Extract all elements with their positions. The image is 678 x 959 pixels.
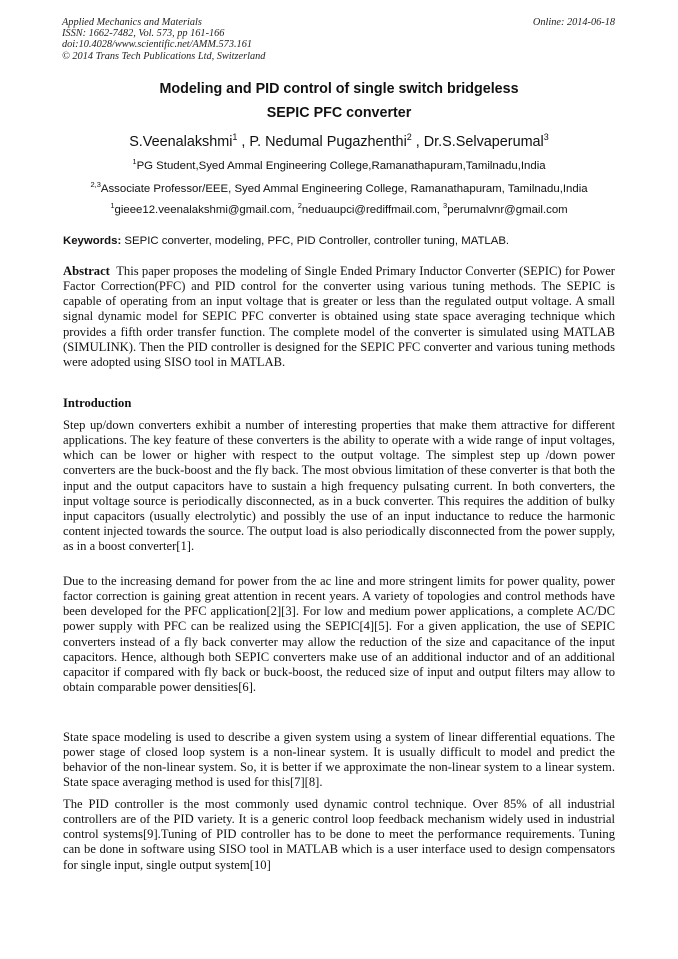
paper-title-line-2: SEPIC PFC converter <box>266 105 412 121</box>
intro-paragraph: Step up/down converters exhibit a number of interesting properties that make them attractive for different applications. The key feature of these converters is the ability to operate with a wide range of input voltages, which can be lower or higher with respect to the output voltage. The simplest step up /down power converters are the buck-boost and the fly back. The most obvious limitation of these converter is that both the input and the output capacitors have to sustain a high frequency pulsating current. In both converters, the input voltage source is periodically disconnected, as in a buck converter. This requires the addition of bulky input capacitors (usually electrolytic) and possibly the use of an input inductance to reduce the harmonic content injected towards the source. The output load is also periodically disconnected from the power supply, as in a boost converter[1]. <box>63 418 615 554</box>
affiliation-text: Associate Professor/EEE, Syed Ammal Engineering College, Ramanathapuram, Tamilnadu,India <box>100 183 588 195</box>
author-name: P. Nedumal Pugazhenthi <box>249 134 407 150</box>
email-sup: 3 <box>443 201 448 210</box>
intro-paragraph: State space modeling is used to describe a given system using a system of linear differential equations. The power stage of closed loop system is a non-linear system. It is usually difficult to model and predict the behavior of the non-linear system. So, it is better if we approximate the non-linear system to a linear system. State space averaging method is used for this[7][8]. <box>63 730 615 790</box>
abstract-text: This paper proposes the modeling of Single Ended Primary Inductor Converter (SEPIC) for Power Factor Correction(PFC) and PID control for the converter using various tuning methods. The SEPIC is capable of operating from an input voltage that is greater or less than the regulated output voltage. A small signal dynamic model for SEPIC PFC converter is obtained using state space averaging technique which provides a fifth order transfer function. The complete model of the converter is simulated using MATLAB (SIMULINK). Then the PID controller is designed for the SEPIC PFC converter and various tuning methods were adopted using SISO tool in MATLAB. <box>63 264 615 369</box>
intro-paragraph: The PID controller is the most commonly used dynamic control technique. Over 85% of all industrial controllers are of the PID variety. It is a generic control loop feedback mechanism widely used in industrial control systems[9].Tuning of PID controller has to be done to meet the performance requirements. Tuning can be done in software using SISO tool in MATLAB which is a user interface used to design compensators for single input, single output system[10] <box>63 797 615 872</box>
email-address[interactable]: neduaupci@rediffmail.com <box>301 204 437 216</box>
keywords-line <box>63 234 623 248</box>
issn-line: ISSN: 1662-7482, Vol. 573, pp 161-166 <box>62 28 225 40</box>
author-name: Dr.S.Selvaperumal <box>423 134 544 150</box>
email-line: $^1$gieee12.veenalakshmi@gmail.com, $^2$neduaupci@rediffmail.com, $^3$perumalvnr@gmail.com <box>110 201 568 216</box>
section-heading-introduction: Introduction <box>63 396 132 410</box>
keywords-text: SEPIC converter, modeling, PFC, PID Controller, controller tuning, MATLAB. <box>124 235 510 247</box>
email-address[interactable]: perumalvnr@gmail.com <box>447 204 568 216</box>
author-sup: 1 <box>232 132 238 142</box>
journal-name: Applied Mechanics and Materials <box>62 17 202 28</box>
email-sup: 1 <box>110 201 115 210</box>
online-date: Online: 2014-06-18 <box>532 17 615 28</box>
abstract-block <box>63 264 615 370</box>
intro-paragraph: Due to the increasing demand for power from the ac line and more stringent limits for power quality, power factor correction is gaining great attention in recent years. A variety of topologies and control methods have been developed for the PFC application[2][3]. For low and medium power applications, a complete AC/DC power supply with PFC can be realized using the SEPIC[4][5]. For a given application, the use of SEPIC converters instead of a fly back converter may allow the reduction of the size and capacitance of the input capacitors. Hence, although both SEPIC converters make use of an additional inductor and of an additional capacitor if compared with fly back or buck-boost, the reduced size of input and output filters may allow to obtain comparable power densities[6]. <box>63 574 615 695</box>
journal-header <box>62 17 265 62</box>
keywords-label: Keywords: <box>63 235 122 247</box>
copyright-line: © 2014 Trans Tech Publications Ltd, Switzerland <box>62 50 266 62</box>
affiliation-sup: 1 <box>132 157 137 166</box>
author-list: S.Veenalakshmi$^1$ , P. Nedumal Pugazhenthi$^2$ , Dr.S.Selvaperumal$^3$ <box>129 132 549 150</box>
affiliation-1 <box>0 155 678 173</box>
paper-title-line-1: Modeling and PID control of single switch bridgeless <box>159 81 519 97</box>
author-sup: 3 <box>543 132 549 142</box>
affiliation-text: PG Student,Syed Ammal Engineering College,Ramanathapuram,Tamilnadu,India <box>136 160 546 172</box>
author-sup: 2 <box>406 132 412 142</box>
affiliation-sup: 2,3 <box>90 180 101 189</box>
email-sup: 2 <box>297 201 302 210</box>
doi-line: doi:10.4028/www.scientific.net/AMM.573.161 <box>62 39 252 51</box>
email-address[interactable]: gieee12.veenalakshmi@gmail.com <box>114 204 292 216</box>
abstract-label: Abstract <box>63 264 110 278</box>
affiliation-2 <box>0 178 678 196</box>
author-name: S.Veenalakshmi <box>129 134 233 150</box>
